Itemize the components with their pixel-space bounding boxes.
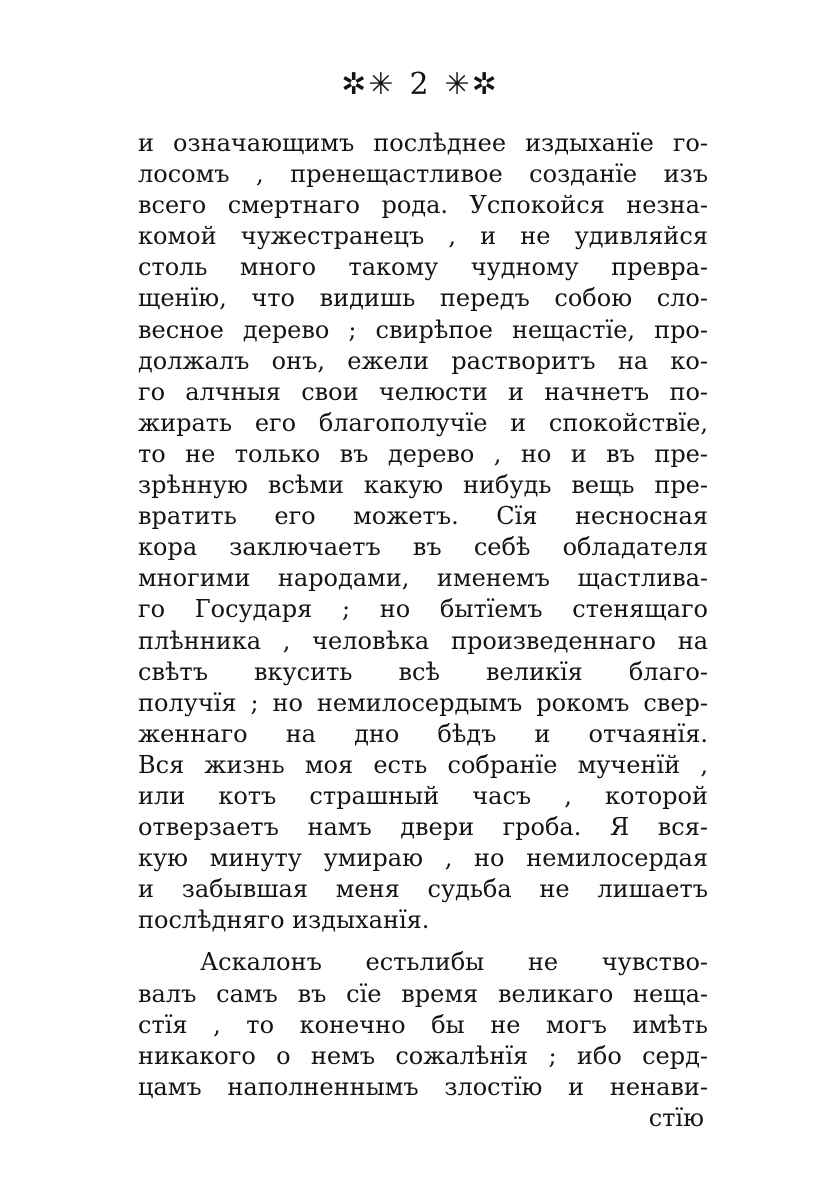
- catchword: стїю: [648, 1103, 704, 1132]
- text-line: го Государя ; но бытїемъ стенящаго: [138, 595, 708, 624]
- text-line: валъ самъ въ сїе время великаго нещa-: [138, 979, 708, 1008]
- text-line: Аскалонъ естьлибы не чувство-: [200, 948, 708, 977]
- text-line: жирать его благополучїе и спокойствїе,: [138, 408, 708, 437]
- text-line: свѣтъ вкусить всѣ великїя благо-: [138, 657, 708, 686]
- text-line: послѣдняго издыханїя.: [138, 906, 430, 935]
- ornament-left-icon: ✲✳: [341, 67, 396, 102]
- text-line: никакого о немъ сожалѣнїя ; ибо серд-: [138, 1041, 708, 1070]
- text-line: должалъ онъ, ежели растворитъ на ко-: [138, 346, 708, 375]
- text-line: столь много такому чудному превра-: [138, 253, 708, 282]
- text-line: весное дерево ; свирѣпое нещастїе, про-: [138, 315, 708, 344]
- text-line: кора заключаетъ въ себѣ обладателя: [138, 533, 708, 562]
- page-header: [0, 64, 840, 105]
- text-line: или котъ страшный часъ , которой: [138, 781, 708, 810]
- text-line: всего смертнаго рода. Успокойся незна-: [138, 191, 708, 220]
- text-line: то не только въ дерево , но и въ пре-: [138, 439, 708, 468]
- text-line: лосомъ , пренещастливое созданїе изъ: [138, 160, 708, 189]
- ornament-right-icon: ✳✲: [444, 67, 499, 102]
- text-line: го алчныя свои челюсти и начнетъ по-: [138, 377, 708, 406]
- text-line: кую минуту умираю , но немилосердая: [138, 844, 708, 873]
- paragraph-gap: [138, 936, 708, 947]
- text-line: стїя , то конечно бы не могъ имѣть: [138, 1010, 708, 1039]
- text-line: Вся жизнь моя есть собранїе мученїй ,: [138, 750, 708, 779]
- text-line: щенїю, что видишь передъ собою сло-: [138, 284, 708, 313]
- text-line: отверзаетъ намъ двери гроба. Я вся-: [138, 813, 708, 842]
- text-line: многими народами, именемъ щастлива-: [138, 564, 708, 593]
- paragraph-1: [138, 128, 708, 936]
- text-line: зрѣнную всѣми какую нибудь вещь пре-: [138, 471, 708, 500]
- body-text: [138, 128, 708, 1134]
- page-number: 2: [409, 67, 431, 102]
- text-line: получїя ; но немилосердымъ рокомъ свер-: [138, 688, 708, 717]
- text-line: комой чужестранецъ , и не удивляйся: [138, 222, 708, 251]
- text-line: и означающимъ послѣднее издыханїе го-: [138, 129, 708, 157]
- paragraph-2: [138, 947, 708, 1134]
- text-line: цамъ наполненнымъ злостїю и ненави-: [138, 1072, 708, 1101]
- text-line: плѣнника , человѣка произведеннаго на: [138, 626, 708, 655]
- text-line: женнаго на дно бѣдъ и отчаянїя.: [138, 719, 708, 748]
- text-line: вратить его можетъ. Сїя несносная: [138, 502, 708, 531]
- text-line: и забывшая меня судьба не лишаетъ: [138, 875, 708, 904]
